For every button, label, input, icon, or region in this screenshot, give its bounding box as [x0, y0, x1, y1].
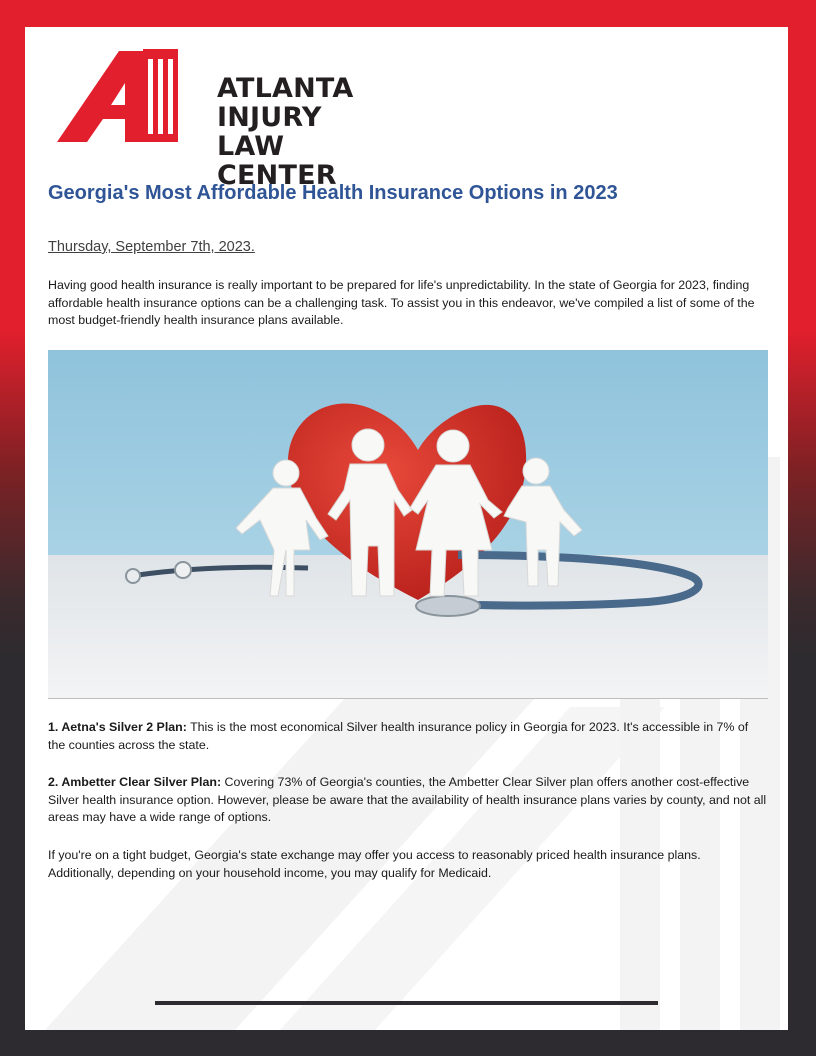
list-item-ambetter [48, 774, 768, 827]
list-item-ambetter-text: Covering 73% of Georgia's counties, the Ambetter Clear Silver plan offers another cost-effective Silver health insurance option. However, please be aware that the availability of health insurance plans varies by county, and not all areas may have a wide range of options. [48, 775, 767, 824]
list-item-ambetter-label: 2. Ambetter Clear Silver Plan: [48, 775, 222, 789]
logo-wordmark [217, 74, 387, 190]
family-heart-stethoscope-image [48, 350, 768, 699]
logo-mark-icon [57, 49, 187, 144]
bottom-divider [155, 1001, 658, 1005]
list-item-aetna-label: 1. Aetna's Silver 2 Plan: [48, 720, 187, 734]
closing-paragraph: If you're on a tight budget, Georgia's state exchange may offer you access to reasonably priced health insurance plans. Additionally, depending on your household income, you may qualify for Medicaid. [48, 848, 701, 880]
logo-line-1: ATLANTA [217, 73, 354, 104]
logo-line-2: INJURY [217, 102, 322, 133]
article-date: Thursday, September 7th, 2023. [48, 239, 255, 255]
article-title: Georgia's Most Affordable Health Insurance Options in 2023 [48, 182, 618, 204]
list-item-aetna-text: This is the most economical Silver health insurance policy in Georgia for 2023. It's accessible in 7% of the counties across the state. [48, 720, 749, 752]
logo-line-3: LAW CENTER [217, 131, 337, 191]
list-item-aetna [48, 719, 768, 754]
atlanta-injury-law-center-logo [57, 49, 387, 191]
intro-paragraph: Having good health insurance is really important to be prepared for life's unpredictability. In the state of Georgia for 2023, finding affordable health insurance options can be a challenging task. To assist you in this endeavor, we've compiled a list of some of the most budget-friendly health insurance plans available. [48, 278, 755, 327]
document-page [25, 27, 788, 1030]
